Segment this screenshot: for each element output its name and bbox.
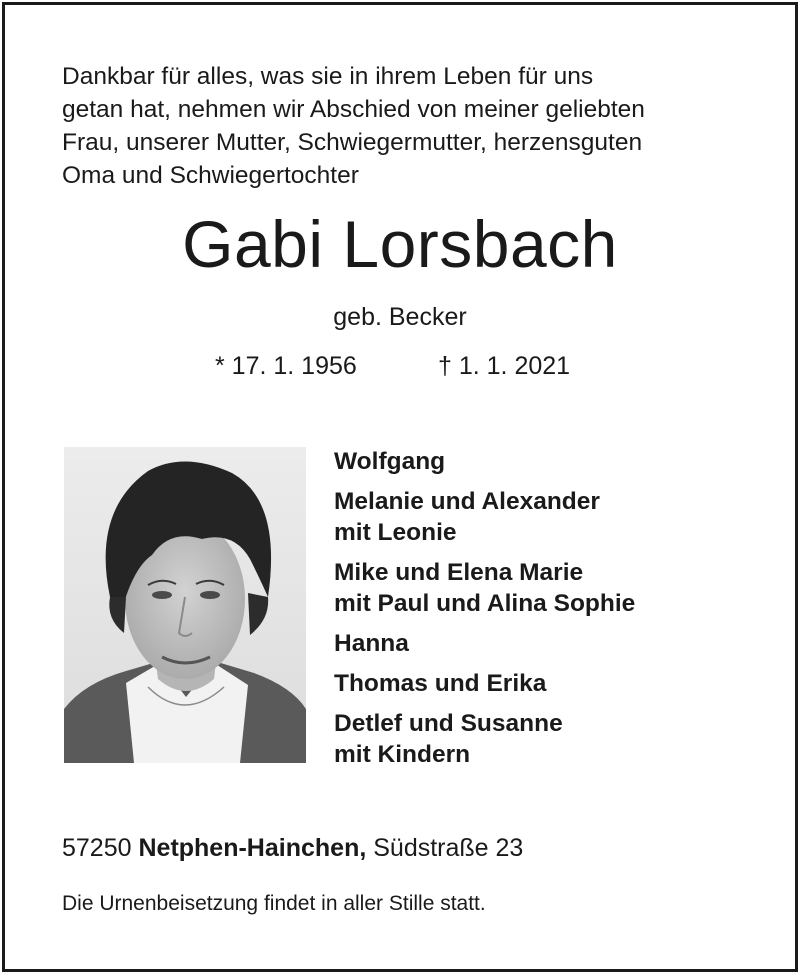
family-entry — [334, 708, 635, 770]
family-line: Melanie und Alexander — [334, 488, 600, 515]
family-line: Detlef und Susanne — [334, 710, 563, 737]
burial-note: Die Urnenbeisetzung findet in aller Stille statt. — [62, 892, 486, 915]
family-entry — [334, 668, 635, 699]
address — [62, 832, 523, 864]
family-list — [334, 446, 635, 779]
deceased-name: Gabi Lorsbach — [182, 207, 618, 281]
family-line: mit Paul und Alina Sophie — [334, 590, 636, 617]
family-line: Wolfgang — [334, 448, 446, 475]
address-town: Netphen-Hainchen, — [138, 834, 367, 862]
family-entry — [334, 557, 635, 619]
intro-line: getan hat, nehmen wir Abschied von meiner geliebten — [62, 96, 645, 123]
intro-line: Dankbar für alles, was sie in ihrem Leben für uns — [62, 63, 594, 90]
family-line: Mike und Elena Marie — [334, 559, 584, 586]
death-date: † 1. 1. 2021 — [438, 352, 571, 380]
portrait-photo — [64, 447, 306, 763]
maiden-name: geb. Becker — [333, 303, 467, 331]
intro-text — [62, 60, 738, 192]
family-entry — [334, 628, 635, 659]
intro-line: Oma und Schwiegertochter — [62, 162, 359, 189]
birth-date: * 17. 1. 1956 — [215, 352, 357, 380]
family-line: mit Leonie — [334, 519, 457, 546]
family-entry — [334, 486, 635, 548]
family-line: Thomas und Erika — [334, 670, 547, 697]
intro-line: Frau, unserer Mutter, Schwiegermutter, herzensguten — [62, 129, 643, 156]
family-line: mit Kindern — [334, 741, 471, 768]
portrait-image — [64, 447, 306, 763]
address-zip: 57250 — [62, 834, 132, 862]
family-line: Hanna — [334, 630, 409, 657]
family-entry — [334, 446, 635, 477]
address-street: Südstraße 23 — [373, 834, 524, 862]
